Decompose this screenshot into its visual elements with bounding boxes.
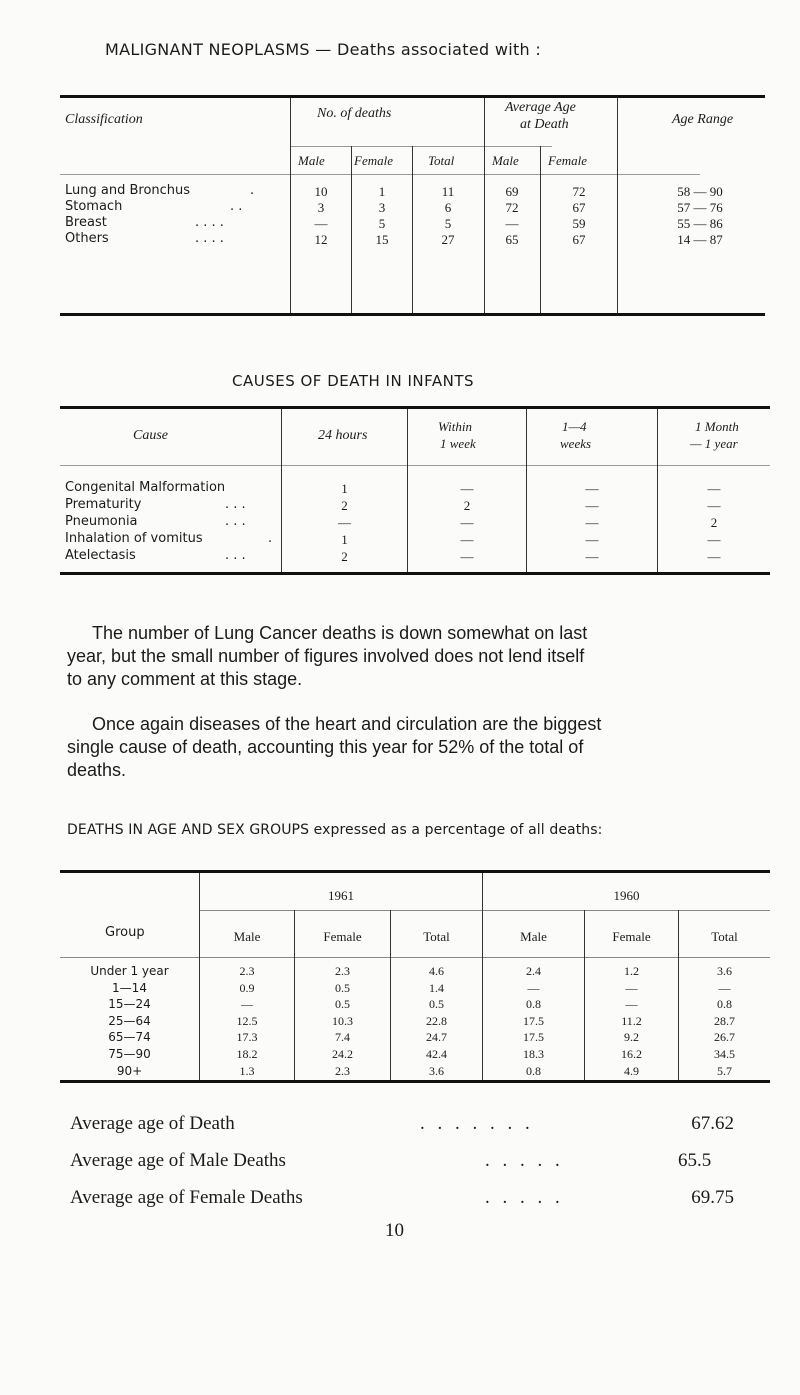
female-1961-percent: 0.5: [335, 997, 350, 1012]
row-leader-dots: .: [250, 183, 255, 198]
total-deaths: 6: [444, 200, 452, 215]
total-1961-percent: 42.4: [426, 1047, 447, 1061]
page-number: 10: [385, 1220, 404, 1241]
count-1-4-weeks: —: [585, 549, 599, 564]
row-label: Stomach: [65, 199, 123, 214]
avg-age-female: 67: [572, 232, 586, 247]
col-header-age-range: Age Range: [672, 112, 734, 127]
male-deaths: 3: [317, 200, 325, 215]
col-header-male-1961: Male: [233, 929, 261, 944]
male-1961-percent: —: [241, 997, 253, 1012]
col-header-classification: Classification: [65, 112, 143, 127]
male-1961-percent: 17.3: [236, 1030, 258, 1045]
count-1-4-weeks: —: [585, 481, 599, 496]
malignant-neoplasms-heading: MALIGNANT NEOPLASMS — Deaths associated with :: [105, 40, 542, 59]
average-label: Average age of Female Deaths: [70, 1187, 303, 1208]
paragraph-line: to any comment at this stage.: [67, 669, 303, 689]
age-range: 14 — 87: [677, 232, 723, 247]
total-deaths: 11: [441, 184, 455, 199]
cause-label: Pneumonia: [65, 514, 138, 529]
col-header-within-1-week-bottom: 1 week: [440, 436, 476, 451]
age-group-label: 25—64: [108, 1013, 151, 1028]
count-24-hours: 1: [341, 532, 348, 547]
count-24-hours: 2: [341, 498, 348, 513]
female-1960-percent: —: [625, 980, 638, 995]
age-group-label: Under 1 year: [90, 964, 169, 978]
col-header-1960: 1960: [613, 888, 640, 903]
count-1-month-1-year: 2: [710, 515, 718, 530]
row-leader-dots: . . .: [225, 514, 246, 529]
average-label: Average age of Male Deaths: [70, 1150, 286, 1171]
total-1961-percent: 0.5: [429, 997, 444, 1012]
row-leader-dots: . . .: [225, 497, 246, 512]
female-1961-percent: 7.4: [335, 1030, 350, 1045]
male-deaths: 10: [314, 184, 328, 199]
paragraph-line: year, but the small number of figures involved does not lend itself: [67, 646, 585, 666]
col-header-1-month-1-year-top: 1 Month: [695, 419, 739, 434]
count-24-hours: —: [338, 515, 351, 530]
cause-label: Atelectasis: [65, 548, 136, 563]
female-1960-percent: 16.2: [621, 1047, 642, 1061]
average-value: 69.75: [691, 1187, 734, 1208]
average-label: Average age of Death: [70, 1113, 235, 1134]
row-leader-dots: .: [268, 531, 273, 546]
cause-label: Congenital Malformation: [65, 480, 226, 495]
male-1961-percent: 18.2: [236, 1047, 258, 1061]
age-range: 57 — 76: [677, 200, 723, 215]
female-1960-percent: 1.2: [624, 964, 639, 978]
count-1-month-1-year: —: [707, 549, 721, 564]
female-deaths: 15: [375, 232, 389, 247]
female-1961-percent: 10.3: [332, 1013, 353, 1028]
col-header-no-of-deaths: No. of deaths: [317, 106, 392, 121]
paragraph-line: single cause of death, accounting this year for 52% of the total of: [67, 737, 584, 757]
count-24-hours: 2: [341, 549, 348, 564]
row-leader-dots: . . . .: [195, 231, 224, 246]
male-deaths: 12: [314, 232, 328, 247]
female-1961-percent: 2.3: [335, 964, 350, 978]
col-header-cause: Cause: [133, 428, 168, 443]
total-1960-percent: 3.6: [717, 964, 732, 978]
age-sex-groups-heading: DEATHS IN AGE AND SEX GROUPS expressed as a percentage of all deaths:: [67, 822, 603, 838]
total-1961-percent: 3.6: [429, 1063, 444, 1078]
age-range: 55 — 86: [677, 216, 723, 231]
lung-cancer-paragraph: [67, 622, 739, 691]
col-header-average-age: Average Age: [505, 100, 576, 115]
avg-age-female: 72: [572, 184, 586, 199]
count-1-month-1-year: —: [707, 498, 721, 513]
row-leader-dots: . .: [230, 199, 243, 214]
count-1-month-1-year: —: [707, 481, 721, 496]
average-value: 65.5: [678, 1150, 712, 1171]
female-1960-percent: 11.2: [621, 1013, 642, 1028]
col-header-female-1960: Female: [612, 929, 651, 944]
col-header-1-4-weeks-bottom: weeks: [560, 436, 592, 451]
col-header-avg-male: Male: [492, 153, 519, 168]
total-1961-percent: 24.7: [426, 1030, 447, 1045]
male-1960-percent: 17.5: [523, 1013, 544, 1028]
age-group-label: 90+: [116, 1063, 143, 1078]
col-header-1-month-1-year-bottom: — 1 year: [690, 436, 738, 451]
male-1960-percent: 18.3: [523, 1047, 544, 1061]
col-header-male-1960: Male: [520, 929, 547, 944]
total-deaths: 27: [441, 232, 455, 247]
age-group-label: 1—14: [112, 980, 147, 995]
female-deaths: 3: [378, 200, 386, 215]
female-1961-percent: 0.5: [335, 980, 350, 995]
count-within-1-week: —: [460, 481, 474, 496]
paragraph-line: deaths.: [67, 760, 127, 780]
count-within-1-week: —: [460, 532, 474, 547]
average-leader-dots: . . . . .: [485, 1150, 564, 1171]
heart-circulation-paragraph: [67, 713, 739, 782]
count-within-1-week: —: [460, 549, 474, 564]
row-label: Lung and Bronchus: [65, 183, 191, 198]
total-1960-percent: 0.8: [717, 997, 732, 1012]
male-1960-percent: 0.8: [526, 997, 541, 1012]
total-1961-percent: 22.8: [426, 1013, 447, 1028]
col-header-total-1961: Total: [423, 929, 450, 944]
paragraph-line: The number of Lung Cancer deaths is down somewhat on last: [92, 623, 588, 643]
total-1960-percent: —: [718, 980, 731, 995]
col-header-1-4-weeks-top: 1—4: [562, 419, 587, 434]
col-header-female: Female: [354, 153, 393, 168]
count-within-1-week: 2: [463, 498, 471, 513]
row-leader-dots: . . .: [225, 548, 246, 563]
total-1960-percent: 5.7: [717, 1063, 732, 1078]
avg-age-male: 65: [505, 232, 519, 247]
col-header-group: Group: [105, 925, 145, 940]
count-1-4-weeks: —: [585, 515, 599, 530]
col-header-1961: 1961: [328, 888, 354, 903]
avg-age-male: —: [505, 216, 519, 231]
total-1960-percent: 26.7: [714, 1030, 735, 1045]
male-1961-percent: 0.9: [239, 980, 255, 995]
male-1961-percent: 12.5: [236, 1013, 258, 1028]
total-1960-percent: 34.5: [714, 1047, 735, 1061]
cause-label: Prematurity: [65, 497, 142, 512]
cause-label: Inhalation of vomitus: [65, 531, 203, 546]
total-deaths: 5: [444, 216, 452, 231]
female-1960-percent: —: [625, 997, 638, 1012]
avg-age-female: 67: [572, 200, 586, 215]
age-group-label: 75—90: [108, 1047, 151, 1061]
female-deaths: 5: [378, 216, 386, 231]
male-1960-percent: 17.5: [523, 1030, 544, 1045]
male-1960-percent: —: [527, 980, 540, 995]
age-group-label: 15—24: [108, 997, 151, 1012]
male-1960-percent: 2.4: [526, 964, 541, 978]
average-value: 67.62: [691, 1113, 734, 1134]
col-header-24-hours: 24 hours: [318, 428, 368, 443]
col-header-at-death: at Death: [520, 117, 569, 132]
col-header-total-1960: Total: [711, 929, 738, 944]
male-1961-percent: 2.3: [239, 964, 255, 978]
male-1961-percent: 1.3: [239, 1063, 255, 1078]
count-1-month-1-year: —: [707, 532, 721, 547]
avg-age-male: 69: [505, 184, 519, 199]
infant-deaths-heading: CAUSES OF DEATH IN INFANTS: [232, 372, 475, 390]
col-header-female-1961: Female: [323, 929, 362, 944]
male-1960-percent: 0.8: [526, 1063, 541, 1078]
female-deaths: 1: [378, 184, 386, 199]
male-deaths: —: [314, 216, 328, 231]
total-1961-percent: 4.6: [429, 964, 444, 978]
female-1961-percent: 24.2: [332, 1047, 353, 1061]
row-label: Others: [65, 231, 109, 246]
average-leader-dots: . . . . . . .: [420, 1113, 534, 1134]
count-1-4-weeks: —: [585, 532, 599, 547]
female-1960-percent: 4.9: [624, 1063, 639, 1078]
col-header-avg-female: Female: [548, 153, 587, 168]
col-header-male: Male: [298, 153, 325, 168]
total-1961-percent: 1.4: [429, 980, 444, 995]
avg-age-male: 72: [505, 200, 519, 215]
paragraph-line: Once again diseases of the heart and circulation are the biggest: [92, 714, 602, 734]
col-header-total: Total: [428, 153, 455, 168]
count-24-hours: 1: [341, 481, 348, 496]
average-leader-dots: . . . . .: [485, 1187, 564, 1208]
total-1960-percent: 28.7: [714, 1013, 735, 1028]
col-header-within-1-week-top: Within: [438, 419, 472, 434]
female-1961-percent: 2.3: [335, 1063, 350, 1078]
row-leader-dots: . . . .: [195, 215, 224, 230]
count-within-1-week: —: [460, 515, 474, 530]
avg-age-female: 59: [572, 216, 586, 231]
age-group-label: 65—74: [108, 1030, 151, 1045]
female-1960-percent: 9.2: [624, 1030, 639, 1045]
count-1-4-weeks: —: [585, 498, 599, 513]
age-range: 58 — 90: [677, 184, 723, 199]
row-label: Breast: [65, 215, 107, 230]
